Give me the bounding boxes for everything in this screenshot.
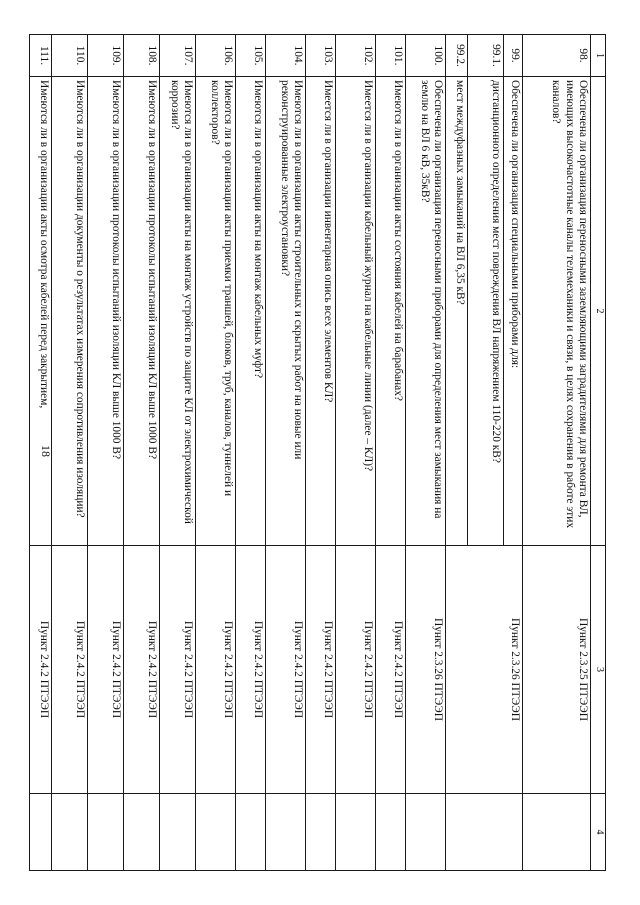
row-note: [124, 794, 160, 871]
table-row: [88, 35, 124, 871]
table-row: [306, 35, 336, 871]
row-reference: Пункт 2.4.2 ПТЭЭП: [336, 546, 376, 794]
row-reference: Пункт 2.3.25 ПТЭЭП: [523, 546, 591, 794]
checklist-table: [29, 34, 606, 871]
table-row: [236, 35, 266, 871]
row-note: [88, 794, 124, 871]
row-question: Имеются ли в организации акты осмотра кабелей перед закрытием,: [30, 77, 52, 546]
row-number: 99.1.: [468, 35, 504, 77]
row-question: Имеются ли в организации протоколы испытаний изоляции КЛ выше 1000 В?: [124, 77, 160, 546]
row-question: Имеются ли в организации протоколы испытаний изоляции КЛ выше 1000 В?: [88, 77, 124, 546]
row-note: [523, 794, 591, 871]
row-reference: Пункт 2.4.2 ПТЭЭП: [52, 546, 88, 794]
row-question: Имеются ли в организации акты строительных и скрытых работ на новые или реконструированные электроустановки?: [266, 77, 306, 546]
row-reference: Пункт 2.4.2 ПТЭЭП: [266, 546, 306, 794]
table-row: [504, 35, 523, 871]
table-row: [406, 35, 446, 871]
row-number: 99.: [504, 35, 523, 77]
row-number: 101.: [376, 35, 406, 77]
row-reference: Пункт 2.4.2 ПТЭЭП: [30, 546, 52, 794]
row-question: Обеспечена ли организация переносными заземляющими заградителями для ремонта ВЛ, имеющих высокочастотные каналы телемеханики и связи, в целях сохранения в работе этих каналов?: [523, 77, 591, 546]
row-reference: Пункт 2.3.26 ПТЭЭП: [406, 546, 446, 794]
row-number: 108.: [124, 35, 160, 77]
table-header-row: [591, 35, 606, 871]
row-note: [336, 794, 376, 871]
row-question: Имеются ли в организации документы о результатах измерения сопротивления изоляции?: [52, 77, 88, 546]
row-number: 100.: [406, 35, 446, 77]
col-header-question: 2: [591, 77, 606, 546]
row-reference: Пункт 2.4.2 ПТЭЭП: [124, 546, 160, 794]
row-reference: Пункт 2.4.2 ПТЭЭП: [160, 546, 196, 794]
row-number: 104.: [266, 35, 306, 77]
table-row: [376, 35, 406, 871]
row-number: 109.: [88, 35, 124, 77]
row-note: [52, 794, 88, 871]
row-reference: Пункт 2.3.26 ПТЭЭП: [446, 546, 523, 794]
row-question: Имеются ли в организации акты на монтаж кабельных муфт?: [236, 77, 266, 546]
row-question: Имеется ли в организации инвентарная опись всех элементов КЛ?: [306, 77, 336, 546]
row-number: 111.: [30, 35, 52, 77]
row-note: [406, 794, 446, 871]
row-question: Обеспечена ли организация специальными приборами для:: [504, 77, 523, 546]
row-note: [160, 794, 196, 871]
row-number: 102.: [336, 35, 376, 77]
row-question: дистанционного определения мест повреждения ВЛ напряжением 110-220 кВ?: [468, 77, 504, 546]
row-question: Имеются ли в организации акты приемки траншей, блоков, труб, каналов, туннелей и коллекторов?: [196, 77, 236, 546]
row-reference: Пункт 2.4.2 ПТЭЭП: [196, 546, 236, 794]
row-note: [446, 794, 523, 871]
row-number: 98.: [523, 35, 591, 77]
row-note: [196, 794, 236, 871]
table-row: [52, 35, 88, 871]
row-number: 107.: [160, 35, 196, 77]
row-note: [306, 794, 336, 871]
row-number: 105.: [236, 35, 266, 77]
row-note: [236, 794, 266, 871]
row-question: Имеются ли в организации акты состояния кабелей на барабанах?: [376, 77, 406, 546]
row-reference: Пункт 2.4.2 ПТЭЭП: [306, 546, 336, 794]
row-number: 99.2.: [446, 35, 468, 77]
row-note: [266, 794, 306, 871]
page-number: 18: [39, 445, 53, 457]
table-row: [30, 35, 52, 871]
table-row: [160, 35, 196, 871]
row-question: Имеются ли в организации акты на монтаж устройств по защите КЛ от электрохимической коррозии?: [160, 77, 196, 546]
table-row: [336, 35, 376, 871]
row-number: 106.: [196, 35, 236, 77]
col-header-note: 4: [591, 794, 606, 871]
row-number: 103.: [306, 35, 336, 77]
row-number: 110.: [52, 35, 88, 77]
row-note: [376, 794, 406, 871]
table-row: [124, 35, 160, 871]
row-reference: Пункт 2.4.2 ПТЭЭП: [236, 546, 266, 794]
table-row: [266, 35, 306, 871]
row-note: [30, 794, 52, 871]
table-row: [523, 35, 591, 871]
row-reference: Пункт 2.4.2 ПТЭЭП: [376, 546, 406, 794]
row-question: Имеется ли в организации кабельный журнал на кабельные линии (далее – КЛ)?: [336, 77, 376, 546]
row-question: Обеспечена ли организация переносными приборами для определения мест замыкания на землю на ВЛ 6 кВ, 35кВ?: [406, 77, 446, 546]
row-question: мест междуфазных замыканий на ВЛ 6,35 кВ?: [446, 77, 468, 546]
table-row: [196, 35, 236, 871]
row-reference: Пункт 2.4.2 ПТЭЭП: [88, 546, 124, 794]
col-header-number: 1: [591, 35, 606, 77]
col-header-reference: 3: [591, 546, 606, 794]
